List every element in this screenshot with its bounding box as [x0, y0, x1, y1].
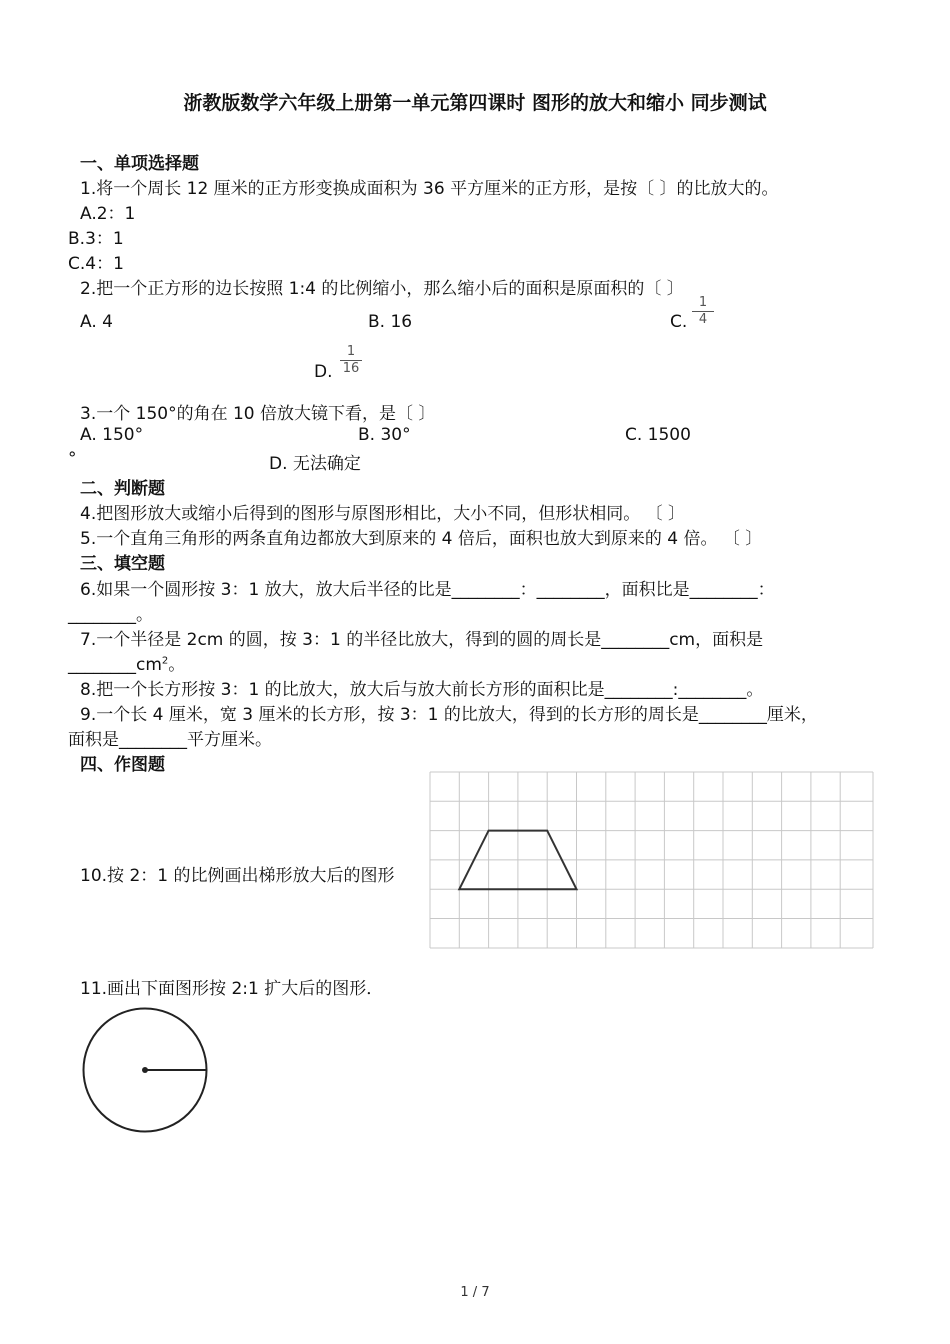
question-8: 8.把一个长方形按 3：1 的比放大，放大后与放大前长方形的面积比是________:________。	[80, 680, 764, 700]
fraction-numerator: 1	[346, 344, 356, 359]
question-6-line2: ________。	[68, 605, 153, 625]
section-heading-choice: 一、单项选择题	[80, 154, 199, 174]
section-heading-draw: 四、作图题	[80, 755, 165, 775]
question-2-option-a: A. 4	[80, 312, 113, 332]
question-1-stem: 1.将一个周长 12 厘米的正方形变换成面积为 36 平方厘米的正方形，是按〔 〕的比放大的。	[80, 179, 779, 199]
page-number: 1 / 7	[460, 1285, 490, 1300]
question-10: 10.按 2：1 的比例画出梯形放大后的图形	[80, 866, 395, 886]
question-7-blank: ________cm	[68, 655, 162, 675]
circle-figure	[78, 1005, 212, 1135]
question-2-option-d-fraction	[340, 345, 362, 376]
question-4: 4.把图形放大或缩小后得到的图形与原图形相比，大小不同，但形状相同。 〔 〕	[80, 504, 686, 524]
question-5: 5.一个直角三角形的两条直角边都放大到原来的 4 倍后，面积也放大到原来的 4 倍。 〔 〕	[80, 529, 763, 549]
question-1-option-c: C.4：1	[68, 254, 124, 274]
question-2-option-c-fraction	[692, 296, 714, 327]
fraction-denominator: 4	[698, 312, 708, 327]
question-11: 11.画出下面图形按 2:1 扩大后的图形．	[80, 979, 384, 999]
question-1-option-b: B.3：1	[68, 229, 124, 249]
section-heading-fill: 三、填空题	[80, 554, 165, 574]
question-7-end: 。	[168, 655, 186, 675]
question-3-option-a: A. 150°	[80, 425, 144, 445]
question-3-option-b: B. 30°	[358, 425, 411, 445]
question-7-line2	[68, 650, 185, 675]
circle-center-dot	[142, 1067, 148, 1073]
grid-lines	[430, 772, 873, 948]
question-3-option-c: C. 1500	[625, 425, 691, 445]
section-heading-judge: 二、判断题	[80, 479, 165, 499]
question-1-option-a: A.2：1	[80, 204, 136, 224]
fraction-denominator: 16	[342, 361, 360, 376]
question-7-superscript: 2	[161, 655, 169, 667]
fraction-numerator: 1	[698, 295, 708, 310]
question-2-option-c: C.	[670, 312, 688, 332]
question-2-stem: 2.把一个正方形的边长按照 1:4 的比例缩小，那么缩小后的面积是原面积的〔 〕	[80, 279, 684, 299]
question-2-option-b: B. 16	[368, 312, 413, 332]
question-3-stem: 3.一个 150°的角在 10 倍放大镜下看，是〔 〕	[80, 404, 436, 424]
question-3-option-d: D. 无法确定	[269, 454, 361, 474]
question-9-line1: 9.一个长 4 厘米，宽 3 厘米的长方形，按 3：1 的比放大，得到的长方形的周长是________厘米，	[80, 705, 818, 725]
question-6-line1: 6.如果一个圆形按 3：1 放大，放大后半径的比是________：________，面积比是________：	[80, 580, 775, 600]
question-2-option-d: D.	[314, 362, 333, 382]
trapezoid-grid-figure	[428, 770, 876, 951]
question-9-line2: 面积是________平方厘米。	[68, 730, 272, 750]
question-3-option-c-degree: °	[68, 449, 77, 469]
question-7-line1: 7.一个半径是 2cm 的圆，按 3：1 的半径比放大，得到的圆的周长是________cm，面积是	[80, 630, 764, 650]
page-title: 浙教版数学六年级上册第一单元第四课时 图形的放大和缩小 同步测试	[183, 92, 767, 114]
